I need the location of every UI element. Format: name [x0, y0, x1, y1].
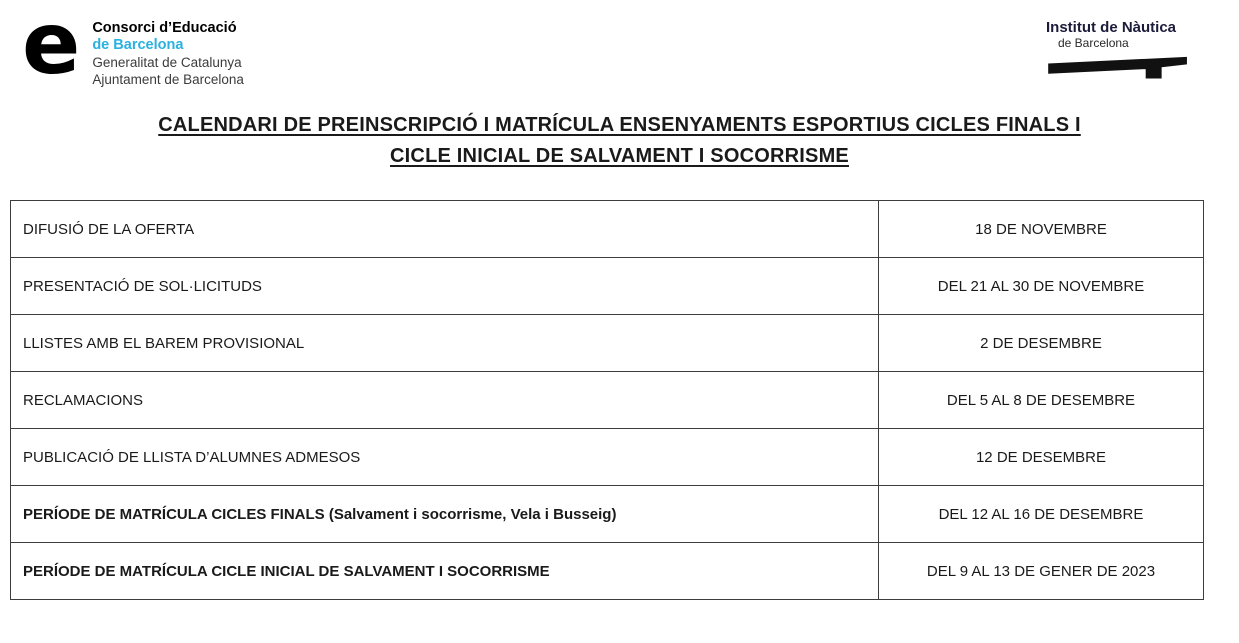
row-value: DEL 12 AL 16 DE DESEMBRE [879, 486, 1204, 543]
consorci-name-label: Consorci d’Educació [92, 20, 237, 36]
page-title [0, 110, 1239, 172]
table-row [11, 258, 1204, 315]
table-row [11, 315, 1204, 372]
row-label: DIFUSIÓ DE LA OFERTA [11, 201, 879, 258]
consorci-e-logo-icon: e [22, 0, 79, 94]
row-value: DEL 9 AL 13 DE GENER DE 2023 [879, 543, 1204, 600]
nautica-logo [1046, 20, 1206, 85]
row-value: 12 DE DESEMBRE [879, 429, 1204, 486]
table-row [11, 201, 1204, 258]
row-label: PERÍODE DE MATRÍCULA CICLES FINALS (Salvament i socorrisme, Vela i Busseig) [11, 486, 879, 543]
table-row [11, 486, 1204, 543]
consorci-logo [22, 0, 244, 94]
row-label: PERÍODE DE MATRÍCULA CICLE INICIAL DE SALVAMENT I SOCORRISME [11, 543, 879, 600]
table-row [11, 429, 1204, 486]
ajuntament-label: Ajuntament de Barcelona [92, 72, 244, 87]
row-value: 2 DE DESEMBRE [879, 315, 1204, 372]
row-value: DEL 5 AL 8 DE DESEMBRE [879, 372, 1204, 429]
table-row [11, 372, 1204, 429]
nautica-city-label: de Barcelona [1058, 36, 1129, 50]
table-row [11, 543, 1204, 600]
row-label: PRESENTACIÓ DE SOL·LICITUDS [11, 258, 879, 315]
consorci-city-label: de Barcelona [92, 37, 184, 53]
calendar-table [10, 200, 1204, 600]
row-label: PUBLICACIÓ DE LLISTA D’ALUMNES ADMESOS [11, 429, 879, 486]
title-line-1: CALENDARI DE PREINSCRIPCIÓ I MATRÍCULA ENSENYAMENTS ESPORTIUS CICLES FINALS I [158, 114, 1081, 136]
row-value: 18 DE NOVEMBRE [879, 201, 1204, 258]
row-label: RECLAMACIONS [11, 372, 879, 429]
nautica-name-label: Institut de Nàutica [1046, 19, 1177, 36]
boat-hull-icon [1046, 55, 1191, 85]
generalitat-label: Generalitat de Catalunya [92, 55, 242, 70]
row-value: DEL 21 AL 30 DE NOVEMBRE [879, 258, 1204, 315]
row-label: LLISTES AMB EL BAREM PROVISIONAL [11, 315, 879, 372]
title-line-2: CICLE INICIAL DE SALVAMENT I SOCORRISME [390, 145, 849, 167]
consorci-logo-text [92, 20, 244, 88]
